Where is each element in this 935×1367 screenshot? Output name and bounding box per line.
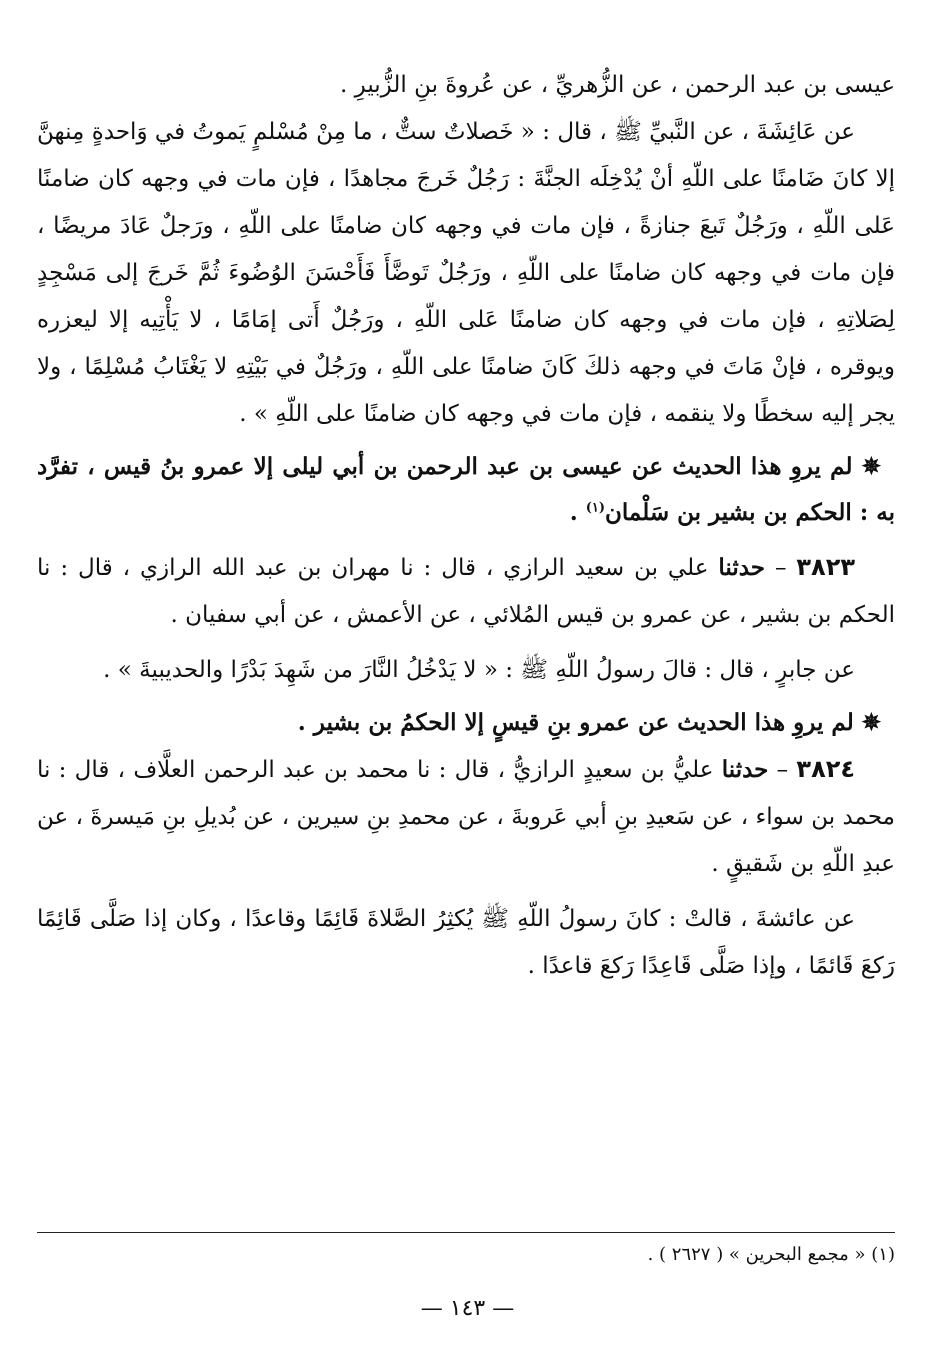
commentary-text-1: لم يروِ هذا الحديث عن عيسى بن عبد الرحمن بن أبي ليلى إلا عمرو بنُ قيس ، تفرَّد به : الحكم بن بشير بن سَلْمان <box>37 453 895 526</box>
hadith-isnad-3824: عليُّ بن سعيدٍ الرازيُّ ، قال : نا محمد بن عبد الرحمن العلَّاف ، قال : نا محمد بن سواء ، عن سَعيدِ بنِ أبي عَروبةَ ، عن محمدِ بنِ سيرين ، عن بُديلِ بنِ مَيسرةَ ، عن عبدِ اللّهِ بن شَقيقٍ . <box>37 757 895 877</box>
footnote: (١) « مجمع البحرين » ( ٢٦٢٧ ) . <box>647 1244 895 1265</box>
paragraph-hadith-matn-1: عن عَائِشَةَ ، عن النَّبيِّ ﷺ ، قال : « خَصلاتٌ ستٌّ ، ما مِنْ مُسْلمٍ يَموتُ في وَاحدةٍ مِنهنَّ إلا كانَ ضَامنًا على اللّهِ أنْ يُدْخِلَه الجنَّةَ : رَجُلٌ خَرجَ مجاهدًا ، فإن مات في وجهه كان ضامنًا عَلى اللّهِ ، ورَجُلٌ تَبعَ جنازةً ، فإن مات في وجهه كان ضامنًا على اللّهِ ، ورَجلٌ عَادَ مريضًا ، فإن مات في وجهه كان ضامنًا على اللّهِ ، ورَجُلٌ تَوضَّأَ فَأَحْسَنَ الوُضُوءَ ثُمَّ خَرجَ إلى مَسْجِدٍ لِصَلاتِهِ ، فإن مات في وجهه كان ضامنًا عَلى اللّهِ ، ورَجُلٌ أَتى إمَامًا ، لا يَأْتِيه إلا ليعزره ويوقره ، فإنْ مَاتَ في وجهه ذلكَ كَانَ ضامنًا على اللّهِ ، ورَجُلٌ في بَيْتِهِ لا يَغْتَابُ مُسْلِمًا ، ولا يجر إليه سخطًا ولا ينقمه ، فإن مات في وجهه كان ضامنًا على اللّهِ » . <box>37 119 895 427</box>
hadith-isnad-3823: علي بن سعيد الرازي ، قال : نا مهران بن عبد الله الرازي ، قال : نا الحكم بن بشير ، عن عمرو بن قيس المُلائي ، عن الأعمش ، عن أبي سفيان . <box>37 555 895 628</box>
hadith-label-3824: حدثنا <box>721 756 769 783</box>
page-body <box>37 62 895 990</box>
footnote-mark-1: (١) <box>585 500 606 516</box>
star-icon: ✵ <box>853 709 881 736</box>
hadith-number-3823: ٣٨٢٣ <box>796 553 855 581</box>
hadith-3824-isnad: ٣٨٢٤ – حدثنا عليُّ بن سعيدٍ الرازيُّ ، قال : نا محمد بن عبد الرحمن العلَّاف ، قال : نا محمد بن سواء ، عن سَعيدِ بنِ أبي عَروبةَ ، عن محمدِ بنِ سيرين ، عن بُديلِ بنِ مَيسرةَ ، عن عبدِ اللّهِ بن شَقيقٍ . <box>37 755 895 877</box>
hadith-3823-isnad: ٣٨٢٣ – حدثنا علي بن سعيد الرازي ، قال : نا مهران بن عبد الله الرازي ، قال : نا الحكم بن بشير ، عن عمرو بن قيس المُلائي ، عن الأعمش ، عن أبي سفيان . <box>37 553 895 628</box>
footnote-divider <box>37 1232 895 1233</box>
page-number: — ١٤٣ — <box>420 1296 515 1321</box>
paragraph-hadith-matn-2: عن جابرٍ ، قال : قالَ رسولُ اللّهِ ﷺ : « لا يَدْخُلُ النَّارَ من شَهِدَ بَدْرًا والحديبيةَ » . <box>103 657 855 683</box>
paragraph-isnad-continuation: عيسى بن عبد الرحمن ، عن الزُّهريِّ ، عن عُروةَ بنِ الزُّبيرِ . <box>340 72 895 98</box>
paragraph-hadith-matn-3: عن عائشةَ ، قالتْ : كانَ رسولُ اللّهِ ﷺ يُكثِرُ الصَّلاةَ قَائِمًا وقاعدًا ، وكان إذا صَلَّى قَائِمًا رَكعَ قَائمًا ، وإذا صَلَّى قَاعِدًا رَكعَ قاعدًا . <box>37 906 895 979</box>
commentary-note-1: ✵ لم يروِ هذا الحديث عن عيسى بن عبد الرحمن بن أبي ليلى إلا عمرو بنُ قيس ، تفرَّد به : الحكم بن بشير بن سَلْمان$^{(١)}$ . <box>37 453 895 526</box>
star-icon: ✵ <box>852 453 881 480</box>
commentary-note-2 <box>37 700 895 746</box>
commentary-text-2: لم يروِ هذا الحديث عن عمرو بنِ قيسٍ إلا الحكمُ بن بشير . <box>297 709 854 736</box>
hadith-label-3823: حدثنا <box>718 554 766 581</box>
hadith-number-3824: ٣٨٢٤ <box>796 755 856 783</box>
